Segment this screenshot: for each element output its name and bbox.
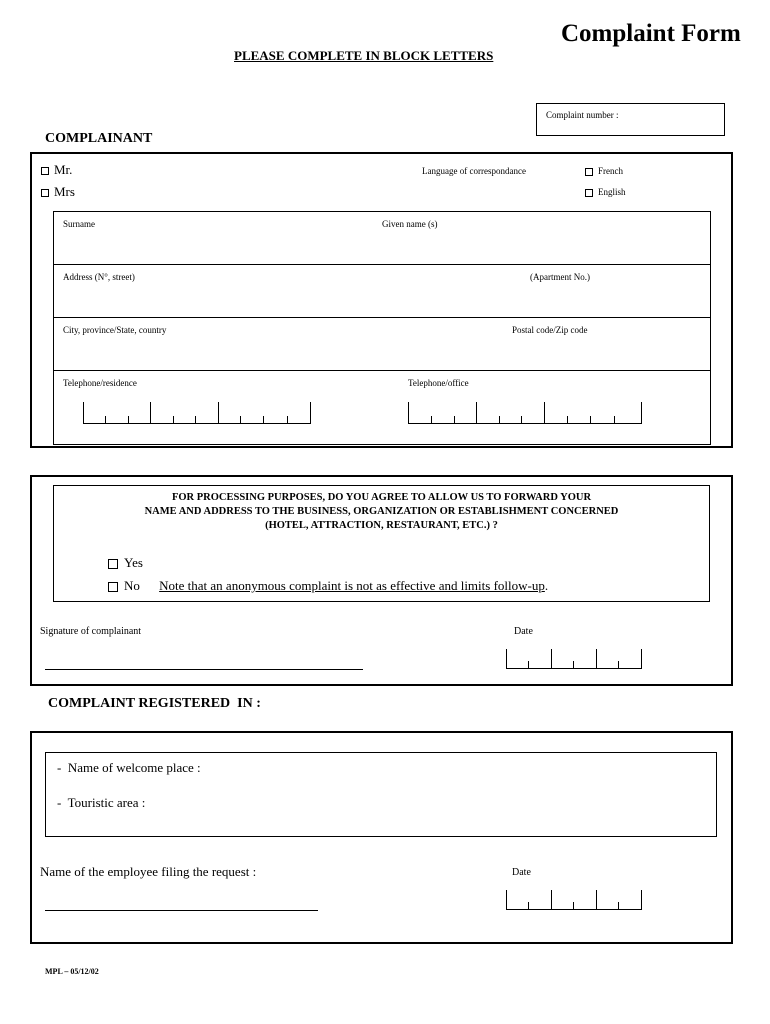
form-subtitle: PLEASE COMPLETE IN BLOCK LETTERS bbox=[234, 48, 494, 63]
complaint-number-field[interactable] bbox=[536, 103, 725, 136]
language-label: Language of correspondance bbox=[422, 166, 526, 176]
no-checkbox[interactable] bbox=[108, 582, 118, 592]
welcome-place-label: - Name of welcome place : bbox=[57, 760, 201, 775]
tel-office-input[interactable] bbox=[408, 400, 642, 424]
mr-option[interactable] bbox=[41, 162, 72, 178]
yes-checkbox[interactable] bbox=[108, 559, 118, 569]
tel-office-label: Telephone/office bbox=[408, 378, 469, 388]
english-checkbox[interactable] bbox=[585, 189, 593, 197]
postal-code-input[interactable] bbox=[512, 338, 702, 366]
consent-question bbox=[53, 491, 710, 533]
mrs-checkbox[interactable] bbox=[41, 189, 49, 197]
no-label: No bbox=[124, 578, 140, 593]
complainant-heading: COMPLAINANT bbox=[45, 131, 153, 146]
given-name-input[interactable] bbox=[382, 232, 702, 260]
surname-label: Surname bbox=[63, 219, 95, 229]
anonymous-note-end: . bbox=[544, 578, 549, 593]
city-input[interactable] bbox=[63, 338, 493, 366]
anonymous-note: Note that an anonymous complaint is not as effective and limits follow-up bbox=[159, 578, 545, 593]
french-option[interactable] bbox=[585, 166, 623, 176]
touristic-area-input[interactable] bbox=[170, 793, 700, 813]
address-label: Address (N°, street) bbox=[63, 272, 135, 282]
touristic-area-label: - Touristic area : bbox=[57, 795, 146, 810]
postal-code-label: Postal code/Zip code bbox=[512, 325, 588, 335]
given-name-label: Given name (s) bbox=[382, 219, 438, 229]
registered-heading: COMPLAINT REGISTERED IN : bbox=[48, 696, 261, 711]
consent-yes-option[interactable] bbox=[108, 555, 143, 571]
french-checkbox[interactable] bbox=[585, 168, 593, 176]
complaint-number-label: Complaint number : bbox=[546, 110, 619, 120]
surname-input[interactable] bbox=[63, 232, 373, 260]
footer-code: MPL – 05/12/02 bbox=[45, 967, 99, 976]
consent-question-line1: FOR PROCESSING PURPOSES, DO YOU AGREE TO ALLOW US TO FORWARD YOUR bbox=[171, 492, 592, 503]
mrs-option[interactable] bbox=[41, 184, 75, 200]
consent-question-line3: (HOTEL, ATTRACTION, RESTAURANT, ETC.) ? bbox=[265, 520, 498, 531]
signature-label: Signature of complainant bbox=[40, 626, 142, 637]
employee-name-line[interactable] bbox=[45, 910, 318, 911]
address-input[interactable] bbox=[63, 285, 513, 313]
apartment-label: (Apartment No.) bbox=[530, 272, 590, 282]
apartment-input[interactable] bbox=[530, 285, 700, 313]
yes-label: Yes bbox=[124, 555, 143, 570]
mr-checkbox[interactable] bbox=[41, 167, 49, 175]
english-option[interactable] bbox=[585, 187, 626, 197]
signature-line[interactable] bbox=[45, 669, 363, 670]
mrs-label: Mrs bbox=[54, 184, 75, 199]
english-label: English bbox=[598, 187, 626, 197]
welcome-place-input[interactable] bbox=[230, 758, 700, 778]
french-label: French bbox=[598, 166, 623, 176]
employee-label: Name of the employee filing the request : bbox=[40, 864, 257, 879]
consent-date-input[interactable] bbox=[506, 647, 642, 669]
tel-residence-input[interactable] bbox=[83, 400, 311, 424]
form-title: Complaint Form bbox=[561, 20, 741, 47]
city-label: City, province/State, country bbox=[63, 325, 167, 335]
tel-residence-label: Telephone/residence bbox=[63, 378, 137, 388]
consent-no-option[interactable] bbox=[108, 578, 548, 594]
consent-question-line2: NAME AND ADDRESS TO THE BUSINESS, ORGANIZATION OR ESTABLISHMENT CONCERNED bbox=[144, 506, 619, 517]
consent-date-label: Date bbox=[514, 626, 533, 637]
mr-label: Mr. bbox=[54, 162, 73, 177]
registered-date-input[interactable] bbox=[506, 888, 642, 910]
employee-signature-line[interactable] bbox=[45, 942, 363, 943]
registered-date-label: Date bbox=[512, 867, 531, 878]
